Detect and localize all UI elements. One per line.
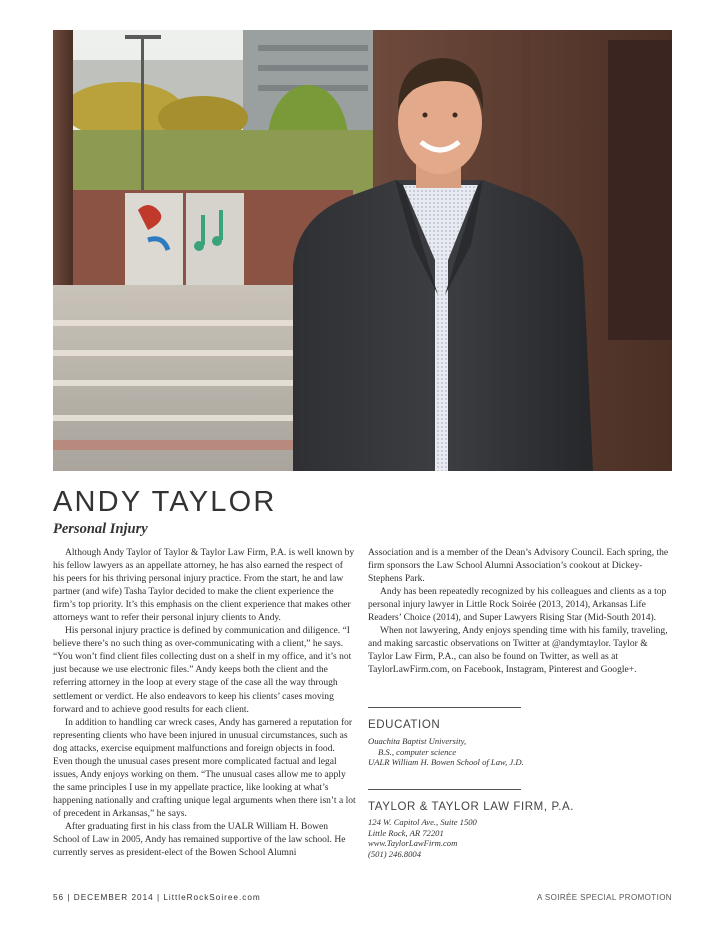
firm-address-line-2: Little Rock, AR 72201	[368, 827, 444, 838]
body-paragraph: Andy has been repeatedly recognized by his colleagues and clients as a top personal injury lawyer in Little Rock Soirée (2013, 2014), Arkansas Life Readers’ Choice (2014), and Super Lawyers Rising Star (Mid-South 2014).	[368, 586, 667, 624]
body-column-right	[368, 546, 672, 676]
firm-contact	[368, 817, 477, 859]
portrait-illustration	[53, 30, 672, 471]
body-paragraph: Although Andy Taylor of Taylor & Taylor Law Firm, P.A. is well known by his fellow lawyers as an appellate attorney, he has also earned the respect of his peers for his thriving personal injury practice. From the start, he and law partner (and wife) Tasha Taylor decided to make the client experience the firm’s top priority. It’s this emphasis on the client experience that makes other attorneys want to refer their personal injury clients to Andy.	[53, 547, 355, 624]
portrait-photo	[53, 30, 672, 471]
education-divider	[368, 707, 521, 708]
page-footer-folio: 56 | DECEMBER 2014 | LittleRockSoiree.com	[53, 893, 261, 902]
education-school-1: Ouachita Baptist University,	[368, 736, 467, 746]
firm-phone: (501) 246.8004	[368, 848, 421, 859]
education-school-2: UALR William H. Bowen School of Law, J.D.	[368, 757, 524, 768]
body-paragraph: His personal injury practice is defined by communication and diligence. “I believe there’s no such thing as over-communicating with a client,” he says. “You won’t find client files collecting dust on a shelf in my office, and it’s not just because we use electronic files.” Andy keeps both the client and the referring attorney in the loop at every stage of the case all the way through settlement or verdict. He also endeavors to keep his clients’ cases moving forward and to achieve good results for each client.	[53, 625, 352, 715]
firm-address-line-1: 124 W. Capitol Ave., Suite 1500	[368, 817, 477, 827]
body-column-left	[53, 546, 356, 859]
education-degree-1: B.S., computer science	[378, 746, 457, 757]
body-paragraph: After graduating first in his class from the UALR William H. Bowen School of Law in 2005, Andy has remained supportive of the law school. He currently serves as president-elect of the Bowen School Alumni	[53, 820, 346, 859]
firm-divider	[368, 789, 521, 790]
firm-title: TAYLOR & TAYLOR LAW FIRM, P.A.	[368, 801, 575, 813]
page-footer-promotion: A SOIRÉE SPECIAL PROMOTION	[536, 893, 672, 902]
firm-website-link[interactable]: www.TaylorLawFirm.com	[368, 838, 458, 849]
article-name: ANDY TAYLOR	[53, 486, 277, 518]
body-paragraph: When not lawyering, Andy enjoys spending time with his family, traveling, and making sarcastic observations on Twitter at @andymtaylor. Taylor & Taylor Law Firm, P.A., can also be found on Twitter, as well as at TaylorLawFirm.com, on Facebook, Instagram, Pinterest and Google+.	[368, 625, 668, 676]
education-title: EDUCATION	[368, 719, 441, 731]
body-paragraph: In addition to handling car wreck cases, Andy has garnered a reputation for representing clients who have been injured in unusual circumstances, such as dog attacks, exercise equipment malfunctions and foreign objects in food. Even though the unusual cases present more complicated factual and legal issues, Andy enjoys working on them. “The unusual cases allow me to apply the same principles I use in my appellate practice, like looking at what’s happening nationally and crafting unique legal arguments when there isn’t a lot of precedent in Arkansas,” he says.	[53, 716, 356, 819]
body-paragraph-continued: Association and is a member of the Dean’s Advisory Council. Each spring, the firm sponsors the Law School Alumni Association’s cookout at Dickey-Stephens Park.	[368, 547, 669, 585]
education-details	[368, 736, 524, 768]
article-specialty: Personal Injury	[53, 521, 148, 537]
